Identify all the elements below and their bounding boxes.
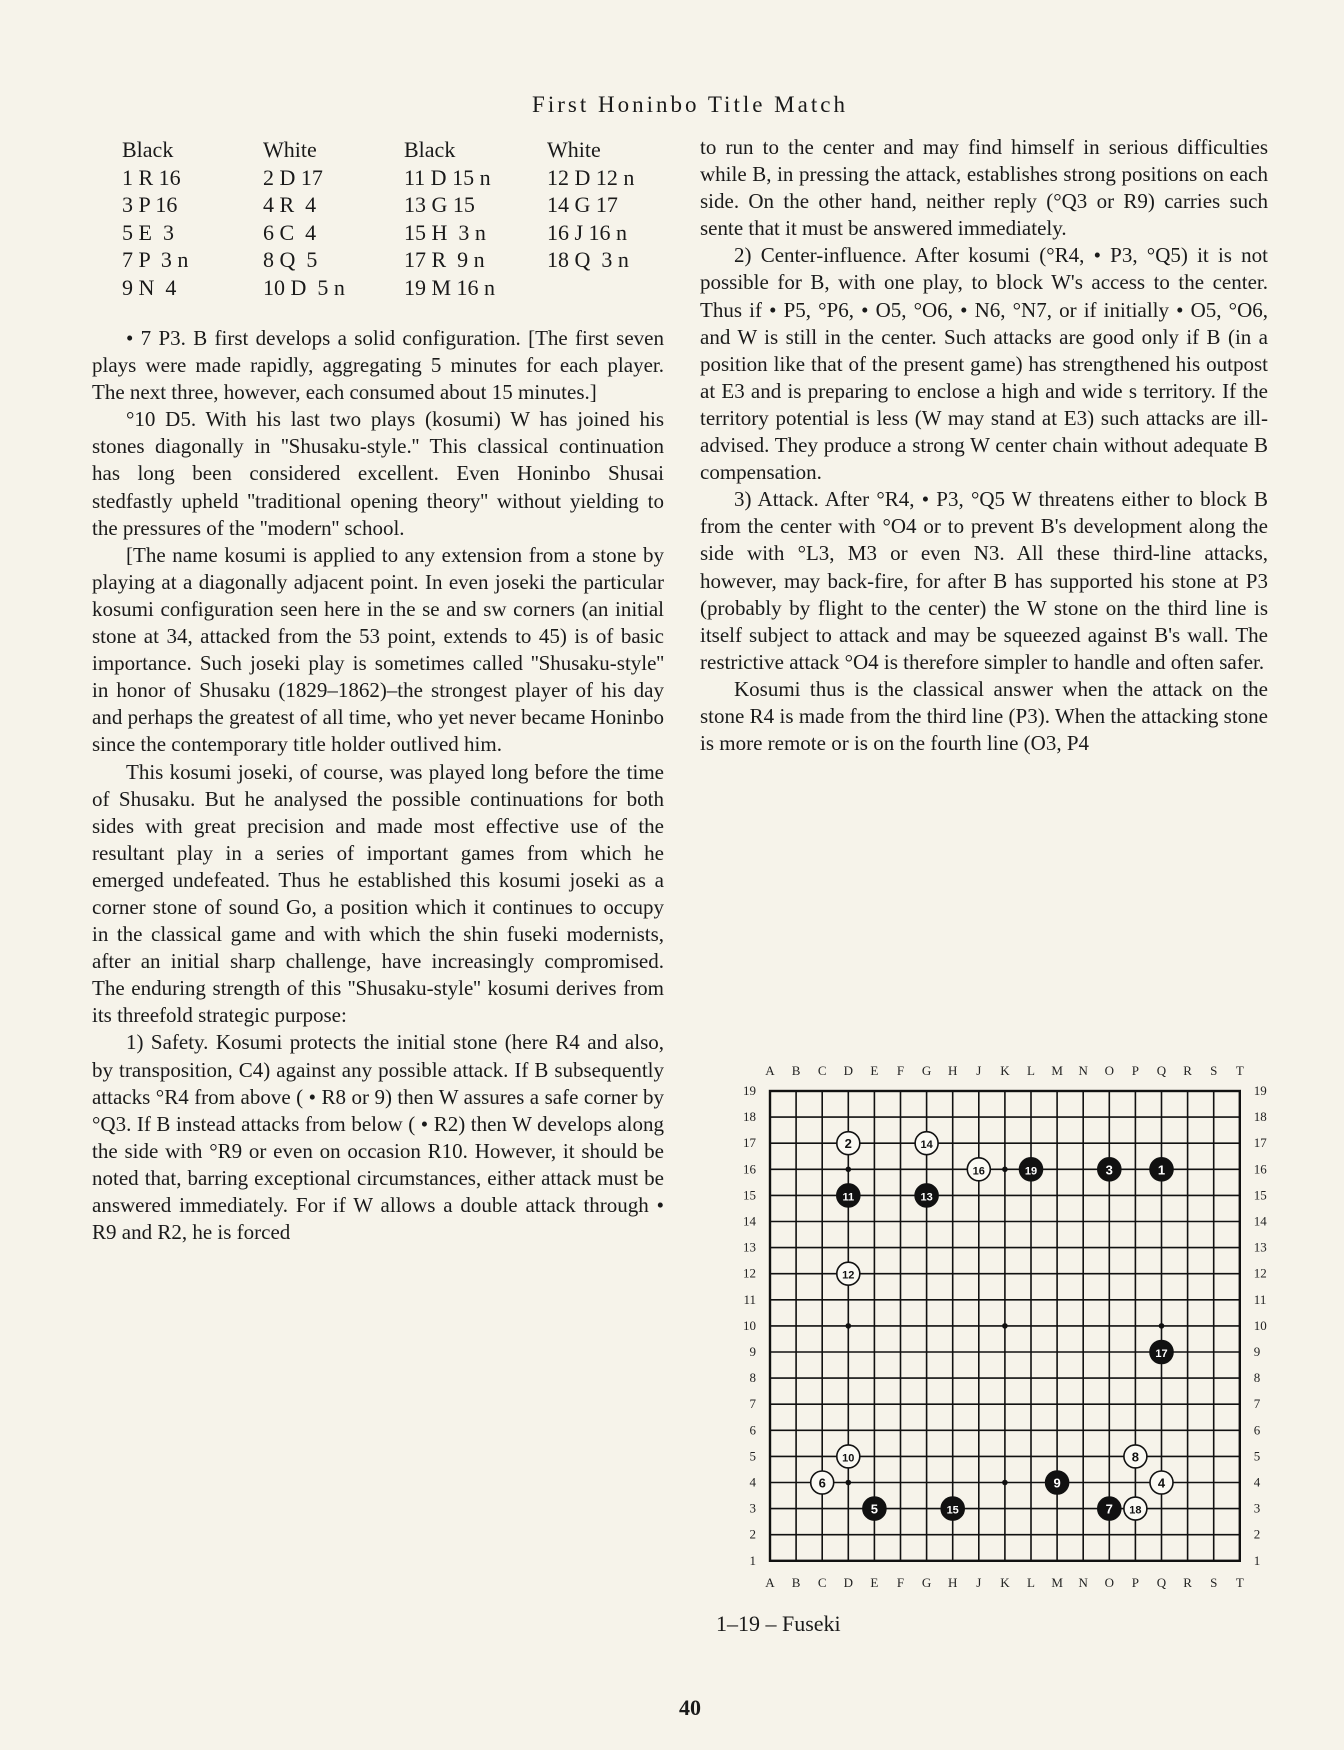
column-label-bottom: K (1000, 1574, 1010, 1590)
stone-number: 9 (1053, 1475, 1061, 1491)
move-cell: 11 D 15 n (404, 164, 491, 190)
row-label-right: 3 (1253, 1500, 1261, 1516)
column-label-bottom: D (843, 1574, 853, 1590)
right-column (700, 134, 1268, 757)
row-label-left: 5 (749, 1448, 756, 1464)
row-label-left: 1 (749, 1552, 756, 1568)
stone-number: 3 (1105, 1162, 1113, 1178)
stone-number: 12 (842, 1269, 855, 1282)
paragraph: This kosumi joseki, of course, was played long before the time of Shusaku. But he analysed the possible continuations for both sides with great precision and made most effective use of the resultant play in a series of important games from which he emerged undefeated. Thus he established this kosumi joseki as a corner stone of sound Go, a position which it continues to occupy in the classical game and with which the shin fuseki modernists, after an initial sharp challenge, have increasingly compromised. The enduring strength of this ''Shusaku-style'' kosumi derives from its threefold strategic purpose: (92, 759, 664, 1028)
move-cell: 17 R 9 n (404, 247, 485, 272)
hoshi-point (846, 1167, 852, 1173)
hoshi-point (1002, 1167, 1008, 1173)
column-label-top: O (1104, 1063, 1114, 1078)
stone-number: 13 (920, 1191, 933, 1204)
column-label-top: C (817, 1063, 827, 1078)
row-label-right: 8 (1253, 1370, 1261, 1386)
row-label-right: 11 (1253, 1291, 1267, 1307)
paragraph: 1) Safety. Kosumi protects the initial stone (here R4 and also, by transposition, C4) against any possible attack. If B subsequently attacks °R4 from above ( • R8 or 9) then W assures a safe corner by °Q3. If B instead attacks from below ( • R2) then W develops along the side with °R9 or even on occasion R10. However, it should be noted that, barring exceptional circumstances, either attack must be answered immediately. For if W allows a double attack through • R9 and R2, he is forced (92, 1030, 664, 1245)
stone-number: 18 (1129, 1504, 1142, 1517)
column-label-top: R (1183, 1063, 1192, 1078)
column-label-bottom: Q (1156, 1574, 1167, 1590)
page-number: 40 (679, 1695, 701, 1720)
row-label-right: 1 (1253, 1552, 1261, 1568)
hoshi-point (1002, 1323, 1008, 1329)
move-row (122, 246, 667, 274)
row-label-left: 16 (743, 1161, 756, 1177)
paragraph: 3) Attack. After °R4, • P3, °Q5 W threatens either to block B from the center with °O4 or to prevent B's development along the side with °L3, M3 or even N3. All these third-line attacks, however, may back-fire, for after B has supported his stone at P3 (probably by flight to the center) the W stone on the third line is itself subject to attack and may be squeezed against B's wall. The restrictive attack °O4 is therefore simpler to handle and often safer. (700, 487, 1268, 674)
paragraph: °10 D5. With his last two plays (kosumi) W has joined his stones diagonally in ''Shusaku-style.'' This classical continuation has long been considered excellent. Even Honinbo Shusai stedfastly upheld ''traditional opening theory'' without yielding to the pressures of the ''modern'' school. (92, 407, 664, 540)
move-cell: 9 N 4 (122, 274, 177, 300)
move-row (122, 274, 667, 302)
column-label-bottom: H (948, 1574, 958, 1590)
move-cell: 19 M 16 n (404, 274, 496, 300)
stone-number: 11 (842, 1191, 855, 1204)
move-row (122, 164, 667, 192)
row-label-left: 3 (749, 1500, 756, 1516)
row-label-left: 17 (743, 1135, 756, 1151)
stone-number: 8 (1131, 1449, 1140, 1465)
column-label-top: A (765, 1063, 775, 1078)
column-label-bottom: R (1183, 1574, 1192, 1590)
row-label-left: 15 (743, 1187, 756, 1203)
row-label-right: 7 (1253, 1396, 1261, 1412)
column-label-bottom: E (870, 1574, 879, 1590)
header-white-2: White (547, 137, 601, 162)
row-label-left: 14 (743, 1213, 756, 1229)
move-table-header (122, 136, 667, 164)
move-table (122, 136, 667, 301)
running-head: First Honinbo Title Match (532, 92, 848, 117)
row-label-right: 10 (1253, 1317, 1267, 1333)
column-label-top: K (1000, 1063, 1010, 1078)
stone-number: 4 (1157, 1475, 1166, 1491)
row-label-left: 6 (749, 1422, 756, 1438)
stone-number: 6 (818, 1475, 826, 1491)
column-label-top: H (948, 1063, 958, 1078)
hoshi-point (846, 1480, 852, 1486)
row-label-left: 9 (749, 1344, 756, 1359)
column-label-top: S (1210, 1063, 1218, 1078)
paragraph: Kosumi thus is the classical answer when the attack on the stone R4 is made from the third line (P3). When the attacking stone is more remote or is on the fourth line (O3, P4 (700, 676, 1268, 756)
row-label-right: 12 (1253, 1265, 1267, 1281)
column-label-bottom: A (765, 1574, 775, 1590)
column-label-top: E (870, 1063, 879, 1078)
column-label-bottom: N (1078, 1574, 1088, 1590)
stone-number: 17 (1155, 1348, 1168, 1360)
column-label-bottom: S (1210, 1574, 1218, 1590)
move-cell: 5 E 3 (122, 219, 174, 245)
column-label-bottom: T (1235, 1574, 1244, 1590)
row-label-right: 5 (1253, 1448, 1261, 1464)
column-label-top: G (921, 1063, 932, 1078)
stone-number: 7 (1105, 1501, 1113, 1517)
move-row (122, 219, 667, 247)
move-cell: 10 D 5 n (263, 274, 345, 300)
stone-number: 2 (844, 1136, 852, 1152)
column-label-bottom: B (791, 1574, 801, 1590)
row-label-right: 17 (1253, 1135, 1267, 1151)
stone-number: 14 (920, 1139, 933, 1152)
column-label-top: B (791, 1063, 801, 1078)
column-label-top: J (976, 1063, 982, 1078)
left-column (92, 325, 664, 1246)
row-label-left: 13 (743, 1239, 756, 1255)
move-cell: 8 Q 5 (263, 247, 318, 272)
row-label-right: 16 (1253, 1161, 1267, 1177)
row-label-left: 19 (743, 1083, 756, 1098)
column-label-top: N (1078, 1063, 1088, 1078)
move-cell: 7 P 3 n (122, 247, 189, 272)
row-label-left: 10 (743, 1317, 756, 1333)
row-label-left: 8 (749, 1370, 756, 1386)
hoshi-point (1159, 1323, 1165, 1329)
go-board-diagram (714, 1055, 1274, 1615)
move-cell: 18 Q 3 n (547, 247, 629, 272)
row-label-left: 2 (749, 1526, 756, 1542)
stone-number: 15 (946, 1504, 959, 1517)
row-label-left: 11 (743, 1291, 756, 1307)
row-label-right: 2 (1253, 1526, 1261, 1542)
row-label-right: 9 (1253, 1344, 1261, 1359)
column-label-top: Q (1156, 1063, 1167, 1078)
hoshi-point (1002, 1480, 1008, 1486)
paragraph: • 7 P3. B first develops a solid configuration. [The first seven plays were made rapidly, aggregating 5 minutes for each player. The next three, however, each consumed about 15 minutes.] (92, 326, 664, 405)
column-label-bottom: P (1131, 1574, 1140, 1590)
move-cell: 6 C 4 (263, 219, 317, 245)
move-cell: 12 D 12 n (547, 164, 635, 190)
go-board (714, 1055, 1274, 1610)
column-label-top: L (1027, 1063, 1035, 1078)
move-cell: 3 P 16 (122, 192, 178, 217)
move-cell: 16 J 16 n (547, 219, 628, 245)
row-label-left: 7 (749, 1396, 756, 1412)
column-label-bottom: F (896, 1574, 905, 1590)
row-label-left: 18 (743, 1109, 756, 1125)
column-label-bottom: M (1051, 1574, 1063, 1590)
row-label-left: 4 (749, 1474, 756, 1490)
stone-number: 10 (842, 1452, 855, 1465)
move-cell: 14 G 17 (547, 192, 618, 217)
row-label-right: 14 (1253, 1213, 1267, 1229)
move-cell (547, 274, 667, 302)
stone-number: 19 (1024, 1165, 1038, 1178)
stone-number: 16 (972, 1165, 985, 1178)
column-label-bottom: J (976, 1574, 982, 1590)
move-cell: 15 H 3 n (404, 219, 486, 245)
move-cell: 4 R 4 (263, 192, 317, 217)
header-black-1: Black (122, 137, 174, 162)
row-label-right: 15 (1253, 1187, 1267, 1203)
row-label-right: 4 (1253, 1474, 1261, 1490)
row-label-right: 13 (1253, 1239, 1267, 1255)
column-label-bottom: C (817, 1574, 827, 1590)
column-label-top: F (896, 1063, 905, 1078)
row-label-right: 18 (1253, 1109, 1267, 1125)
move-row (122, 191, 667, 219)
row-label-right: 19 (1253, 1083, 1267, 1098)
stone-number: 5 (870, 1501, 879, 1517)
paragraph: to run to the center and may find himself in serious difficulties while B, in pressing the attack, establishes strong positions on each side. On the other hand, neither reply (°Q3 or R9) carries such sente that it must be answered immediately. (700, 135, 1268, 241)
move-cell: 13 G 15 (404, 192, 475, 217)
column-label-top: M (1051, 1063, 1063, 1078)
column-label-bottom: G (921, 1574, 932, 1590)
column-label-top: D (843, 1063, 853, 1078)
row-label-right: 6 (1253, 1422, 1261, 1438)
column-label-bottom: L (1027, 1574, 1035, 1590)
diagram-caption: 1–19 – Fuseki (716, 1611, 841, 1636)
stone-number: 1 (1157, 1162, 1166, 1178)
header-black-2: Black (404, 137, 456, 162)
column-label-top: T (1235, 1063, 1244, 1078)
move-cell: 1 R 16 (122, 164, 181, 190)
header-white-1: White (263, 137, 317, 162)
paragraph: [The name kosumi is applied to any extension from a stone by playing at a diagonally adjacent point. In even joseki the particular kosumi configuration seen here in the se and sw corners (an initial stone at 34, attacked from the 53 point, extends to 45) is of basic importance. Such joseki play is sometimes called ''Shusaku-style'' in honor of Shusaku (1829–1862)–the strongest player of his day and perhaps the greatest of all time, who yet never became Honinbo since the contemporary title holder outlived him. (92, 542, 664, 757)
move-cell: 2 D 17 (263, 164, 323, 190)
column-label-top: P (1131, 1063, 1140, 1078)
row-label-left: 12 (743, 1265, 756, 1281)
paragraph: 2) Center-influence. After kosumi (°R4, • P3, °Q5) it is not possible for B, with one play, to block W's access to the center. Thus if • P5, °P6, • O5, °O6, • N6, °N7, or if initially • O5, °O6, and W is still in the center. Such attacks are good only if B (in a position like that of the present game) has strengthened his outpost at E3 and is preparing to enclose a high and wide s territory. If the territory potential is less (W may stand at E3) such attacks are ill-advised. They produce a strong W center chain without adequate B compensation. (700, 243, 1268, 485)
hoshi-point (846, 1323, 852, 1329)
column-label-bottom: O (1104, 1574, 1114, 1590)
